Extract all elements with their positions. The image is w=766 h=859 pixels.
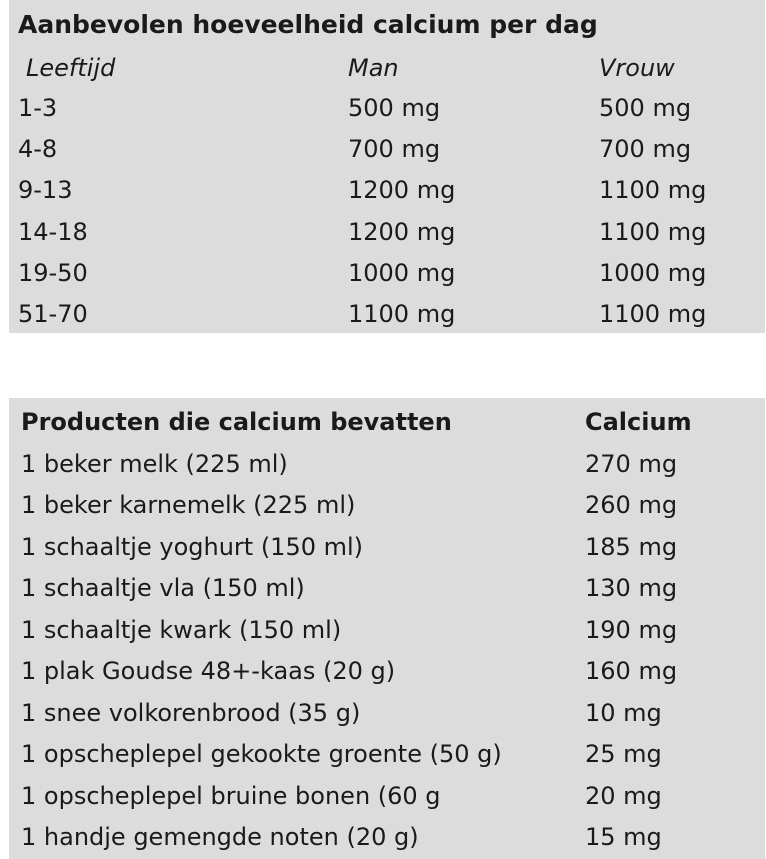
vrouw-cell: 500 mg bbox=[599, 94, 692, 122]
calcium-cell: 260 mg bbox=[585, 491, 678, 519]
vrouw-cell: 1100 mg bbox=[599, 300, 707, 328]
man-cell: 700 mg bbox=[348, 135, 441, 163]
table-row bbox=[9, 776, 765, 816]
table-row bbox=[9, 734, 765, 774]
calcium-cell: 20 mg bbox=[585, 782, 662, 810]
product-cell: 1 beker karnemelk (225 ml) bbox=[21, 491, 356, 519]
calcium-cell: 270 mg bbox=[585, 450, 678, 478]
calcium-cell: 160 mg bbox=[585, 657, 678, 685]
vrouw-cell: 1100 mg bbox=[599, 176, 707, 204]
table-row bbox=[9, 693, 765, 733]
calcium-cell: 185 mg bbox=[585, 533, 678, 561]
age-cell: 19-50 bbox=[18, 259, 88, 287]
age-cell: 1-3 bbox=[18, 94, 58, 122]
table-row bbox=[9, 610, 765, 650]
man-cell: 1200 mg bbox=[348, 218, 456, 246]
table-row bbox=[9, 294, 765, 334]
calcium-cell: 10 mg bbox=[585, 699, 662, 727]
man-cell: 1100 mg bbox=[348, 300, 456, 328]
table-row bbox=[9, 568, 765, 608]
age-cell: 51-70 bbox=[18, 300, 88, 328]
age-cell: 14-18 bbox=[18, 218, 88, 246]
table-row bbox=[9, 444, 765, 484]
header-leeftijd: Leeftijd bbox=[26, 54, 116, 82]
table-header-row bbox=[9, 48, 765, 88]
man-cell: 500 mg bbox=[348, 94, 441, 122]
header-calcium: Calcium bbox=[585, 408, 692, 436]
age-cell: 4-8 bbox=[18, 135, 58, 163]
table-header-row bbox=[9, 402, 765, 442]
header-vrouw: Vrouw bbox=[599, 54, 675, 82]
table-row bbox=[9, 817, 765, 857]
table-row bbox=[9, 170, 765, 210]
product-cell: 1 schaaltje vla (150 ml) bbox=[21, 574, 305, 602]
product-cell: 1 schaaltje yoghurt (150 ml) bbox=[21, 533, 364, 561]
calcium-products-table bbox=[9, 398, 765, 859]
table-row bbox=[9, 253, 765, 293]
table-row bbox=[9, 527, 765, 567]
calcium-cell: 130 mg bbox=[585, 574, 678, 602]
product-cell: 1 plak Goudse 48+-kaas (20 g) bbox=[21, 657, 396, 685]
product-cell: 1 schaaltje kwark (150 ml) bbox=[21, 616, 342, 644]
table-row bbox=[9, 88, 765, 128]
product-cell: 1 snee volkorenbrood (35 g) bbox=[21, 699, 361, 727]
header-products: Producten die calcium bevatten bbox=[21, 408, 452, 436]
table-row bbox=[9, 651, 765, 691]
product-cell: 1 opscheplepel gekookte groente (50 g) bbox=[21, 740, 502, 768]
table-row bbox=[9, 485, 765, 525]
vrouw-cell: 1000 mg bbox=[599, 259, 707, 287]
header-man: Man bbox=[348, 54, 399, 82]
table-row bbox=[9, 129, 765, 169]
product-cell: 1 beker melk (225 ml) bbox=[21, 450, 288, 478]
table-row bbox=[9, 212, 765, 252]
table-title: Aanbevolen hoeveelheid calcium per dag bbox=[18, 10, 598, 39]
product-cell: 1 handje gemengde noten (20 g) bbox=[21, 823, 419, 851]
product-cell: 1 opscheplepel bruine bonen (60 g bbox=[21, 782, 441, 810]
age-cell: 9-13 bbox=[18, 176, 73, 204]
man-cell: 1000 mg bbox=[348, 259, 456, 287]
calcium-cell: 25 mg bbox=[585, 740, 662, 768]
calcium-cell: 15 mg bbox=[585, 823, 662, 851]
vrouw-cell: 700 mg bbox=[599, 135, 692, 163]
man-cell: 1200 mg bbox=[348, 176, 456, 204]
calcium-recommendation-table bbox=[9, 0, 765, 333]
vrouw-cell: 1100 mg bbox=[599, 218, 707, 246]
calcium-cell: 190 mg bbox=[585, 616, 678, 644]
